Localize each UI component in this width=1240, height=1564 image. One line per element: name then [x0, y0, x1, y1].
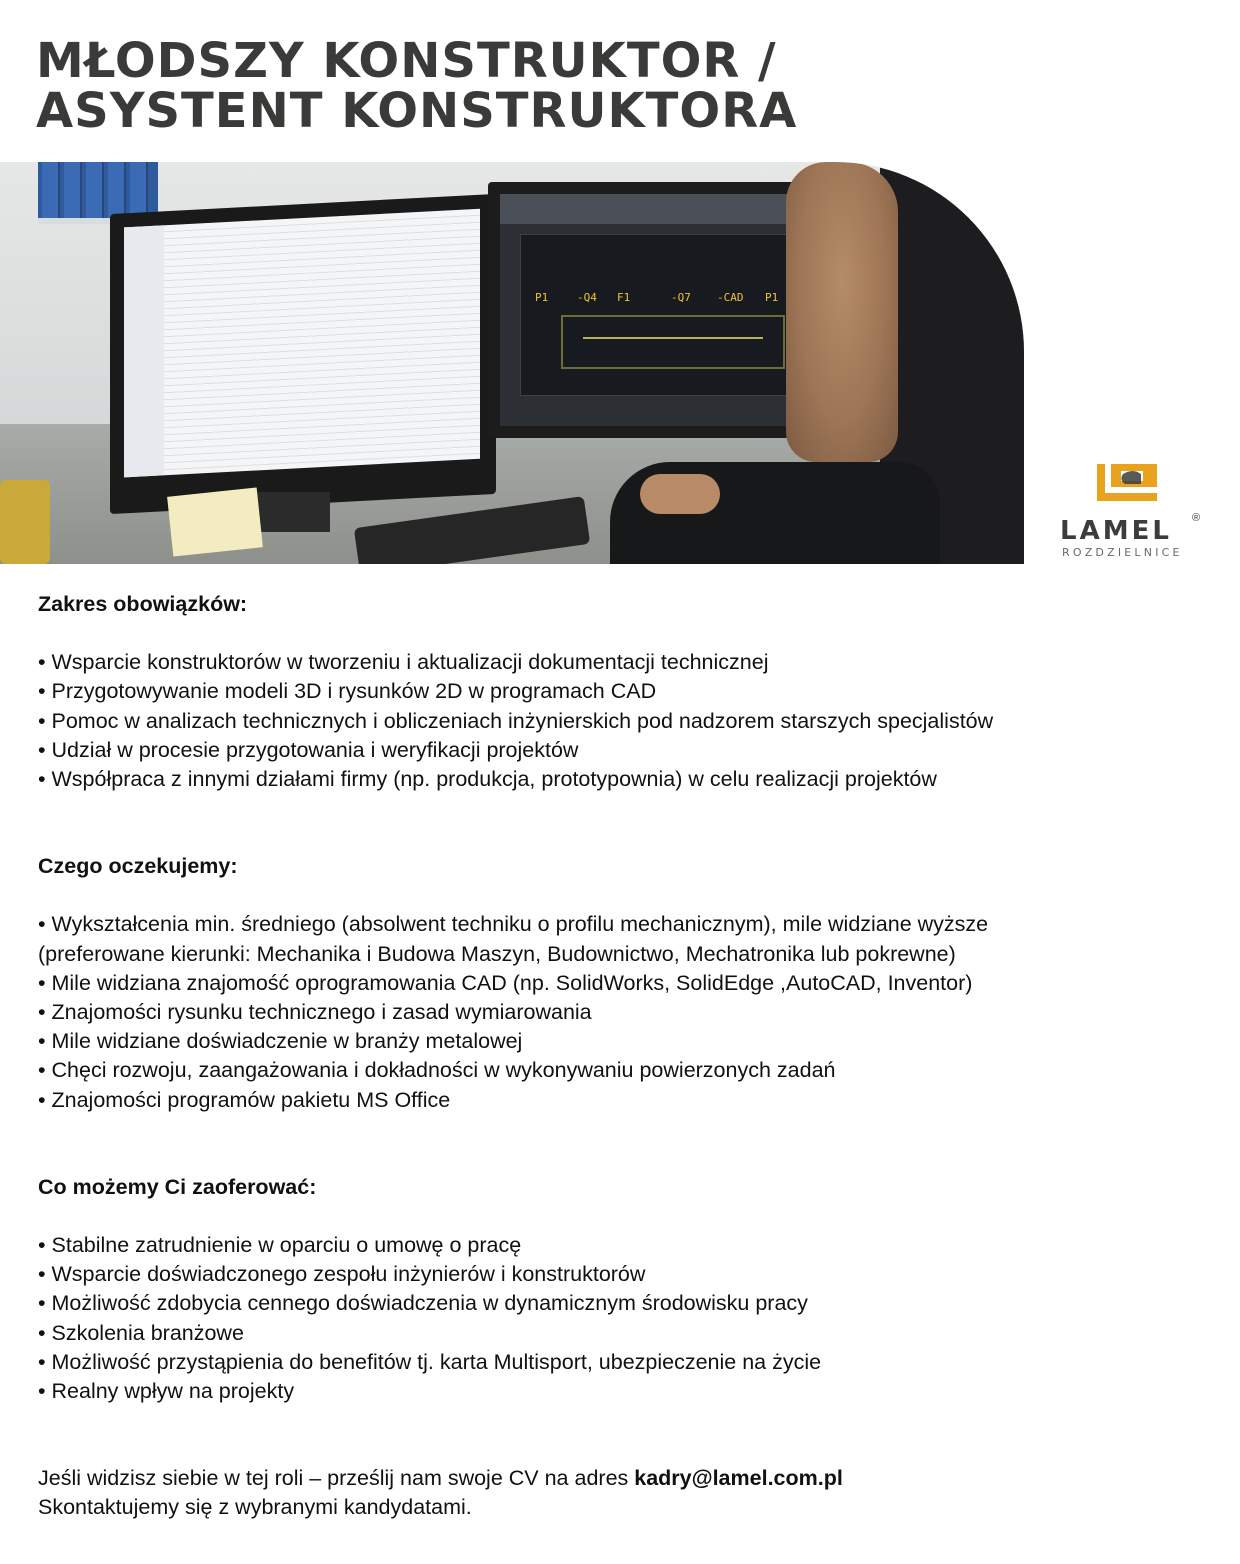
job-title	[36, 33, 798, 139]
section-heading-duties: Zakres obowiązków:	[38, 592, 248, 616]
cad-tag: -Q7	[671, 291, 691, 304]
list-item: • Mile widziana znajomość oprogramowania CAD (np. SolidWorks, SolidEdge ,AutoCAD, Inventor)	[38, 970, 973, 995]
cad-tag: P1	[765, 291, 779, 304]
requirements-list	[38, 910, 1208, 1114]
contact-paragraph	[38, 1464, 1208, 1522]
list-item: (preferowane kierunki: Mechanika i Budowa Maszyn, Budownictwo, Mechatronika lub pokrewne)	[38, 941, 956, 966]
photo-left-monitor	[110, 194, 496, 514]
cad-tag: -Q4	[577, 291, 597, 304]
list-item: • Wykształcenia min. średniego (absolwent techniku o profilu mechanicznym), mile widziane wyższe	[38, 912, 989, 937]
cad-drawing-area	[520, 234, 812, 396]
logo-registered-mark: ®	[1192, 512, 1201, 524]
photo-binder	[42, 162, 60, 218]
photo-binder	[130, 162, 148, 218]
photo-left-screen-email	[124, 209, 480, 478]
photo-right-screen-cad	[500, 194, 822, 426]
offer-list	[38, 1231, 1208, 1406]
office-photo	[0, 162, 1024, 564]
job-description	[38, 590, 1208, 1523]
job-title-line-2: ASYSTENT KONSTRUKTORA	[36, 83, 798, 139]
cad-toolbar	[500, 194, 822, 224]
list-item: • Szkolenia branżowe	[38, 1320, 244, 1345]
photo-monitor-stand	[250, 492, 330, 532]
photo-engineer-hand	[640, 474, 720, 514]
list-item: • Przygotowywanie modeli 3D i rysunków 2D w programach CAD	[38, 679, 657, 704]
list-item: • Możliwość zdobycia cennego doświadczenia w dynamicznym środowisku pracy	[38, 1291, 808, 1316]
list-item: • Wsparcie doświadczonego zespołu inżynierów i konstruktorów	[38, 1262, 646, 1287]
lamel-logo	[1060, 464, 1210, 564]
photo-snack-bag	[0, 480, 50, 564]
list-item: • Znajomości rysunku technicznego i zasad wymiarowania	[38, 1000, 592, 1025]
list-item: • Możliwość przystąpienia do benefitów tj. karta Multisport, ubezpieczenie na życie	[38, 1349, 822, 1374]
cad-tag: P1	[535, 291, 549, 304]
list-item: • Udział w procesie przygotowania i weryfikacji projektów	[38, 737, 579, 762]
photo-engineer-head	[786, 162, 898, 462]
photo-binder	[86, 162, 104, 218]
cad-din-rail	[561, 315, 785, 369]
list-item: • Znajomości programów pakietu MS Office	[38, 1087, 451, 1112]
list-item: • Mile widziane doświadczenie w branży metalowej	[38, 1029, 523, 1054]
contact-text: Jeśli widzisz siebie w tej roli – prześlij nam swoje CV na adres	[38, 1466, 635, 1491]
list-item: • Pomoc w analizach technicznych i obliczeniach inżynierskich pod nadzorem starszych specjalistów	[38, 708, 994, 733]
photo-sticky-note	[167, 487, 263, 556]
list-item: • Stabilne zatrudnienie w oparciu o umowę o pracę	[38, 1233, 522, 1258]
section-heading-offer: Co możemy Ci zaoferować:	[38, 1174, 317, 1199]
logo-wordmark: LAMEL	[1060, 516, 1172, 546]
photo-right-monitor	[488, 182, 834, 438]
logo-subtitle: ROZDZIELNICE	[1062, 546, 1183, 559]
photo-binder	[108, 162, 126, 218]
cad-tag: F1	[617, 291, 631, 304]
section-heading-requirements: Czego oczekujemy:	[38, 854, 238, 879]
lamel-logo-mark-icon	[1097, 464, 1157, 501]
list-item: • Wsparcie konstruktorów w tworzeniu i aktualizacji dokumentacji technicznej	[38, 650, 769, 675]
photo-binder	[64, 162, 82, 218]
list-item: • Chęci rozwoju, zaangażowania i dokładności w wykonywaniu powierzonych zadań	[38, 1058, 836, 1083]
job-title-line-1: MŁODSZY KONSTRUKTOR /	[36, 33, 777, 89]
list-item: • Realny wpływ na projekty	[38, 1379, 295, 1404]
contact-closing: Skontaktujemy się z wybranymi kandydatami.	[38, 1495, 472, 1520]
list-item: • Współpraca z innymi działami firmy (np. produkcja, prototypownia) w celu realizacji projektów	[38, 767, 937, 792]
contact-email-link[interactable]: kadry@lamel.com.pl	[634, 1466, 843, 1491]
duties-list	[38, 648, 1208, 794]
cad-tag: -CAD	[717, 291, 744, 304]
